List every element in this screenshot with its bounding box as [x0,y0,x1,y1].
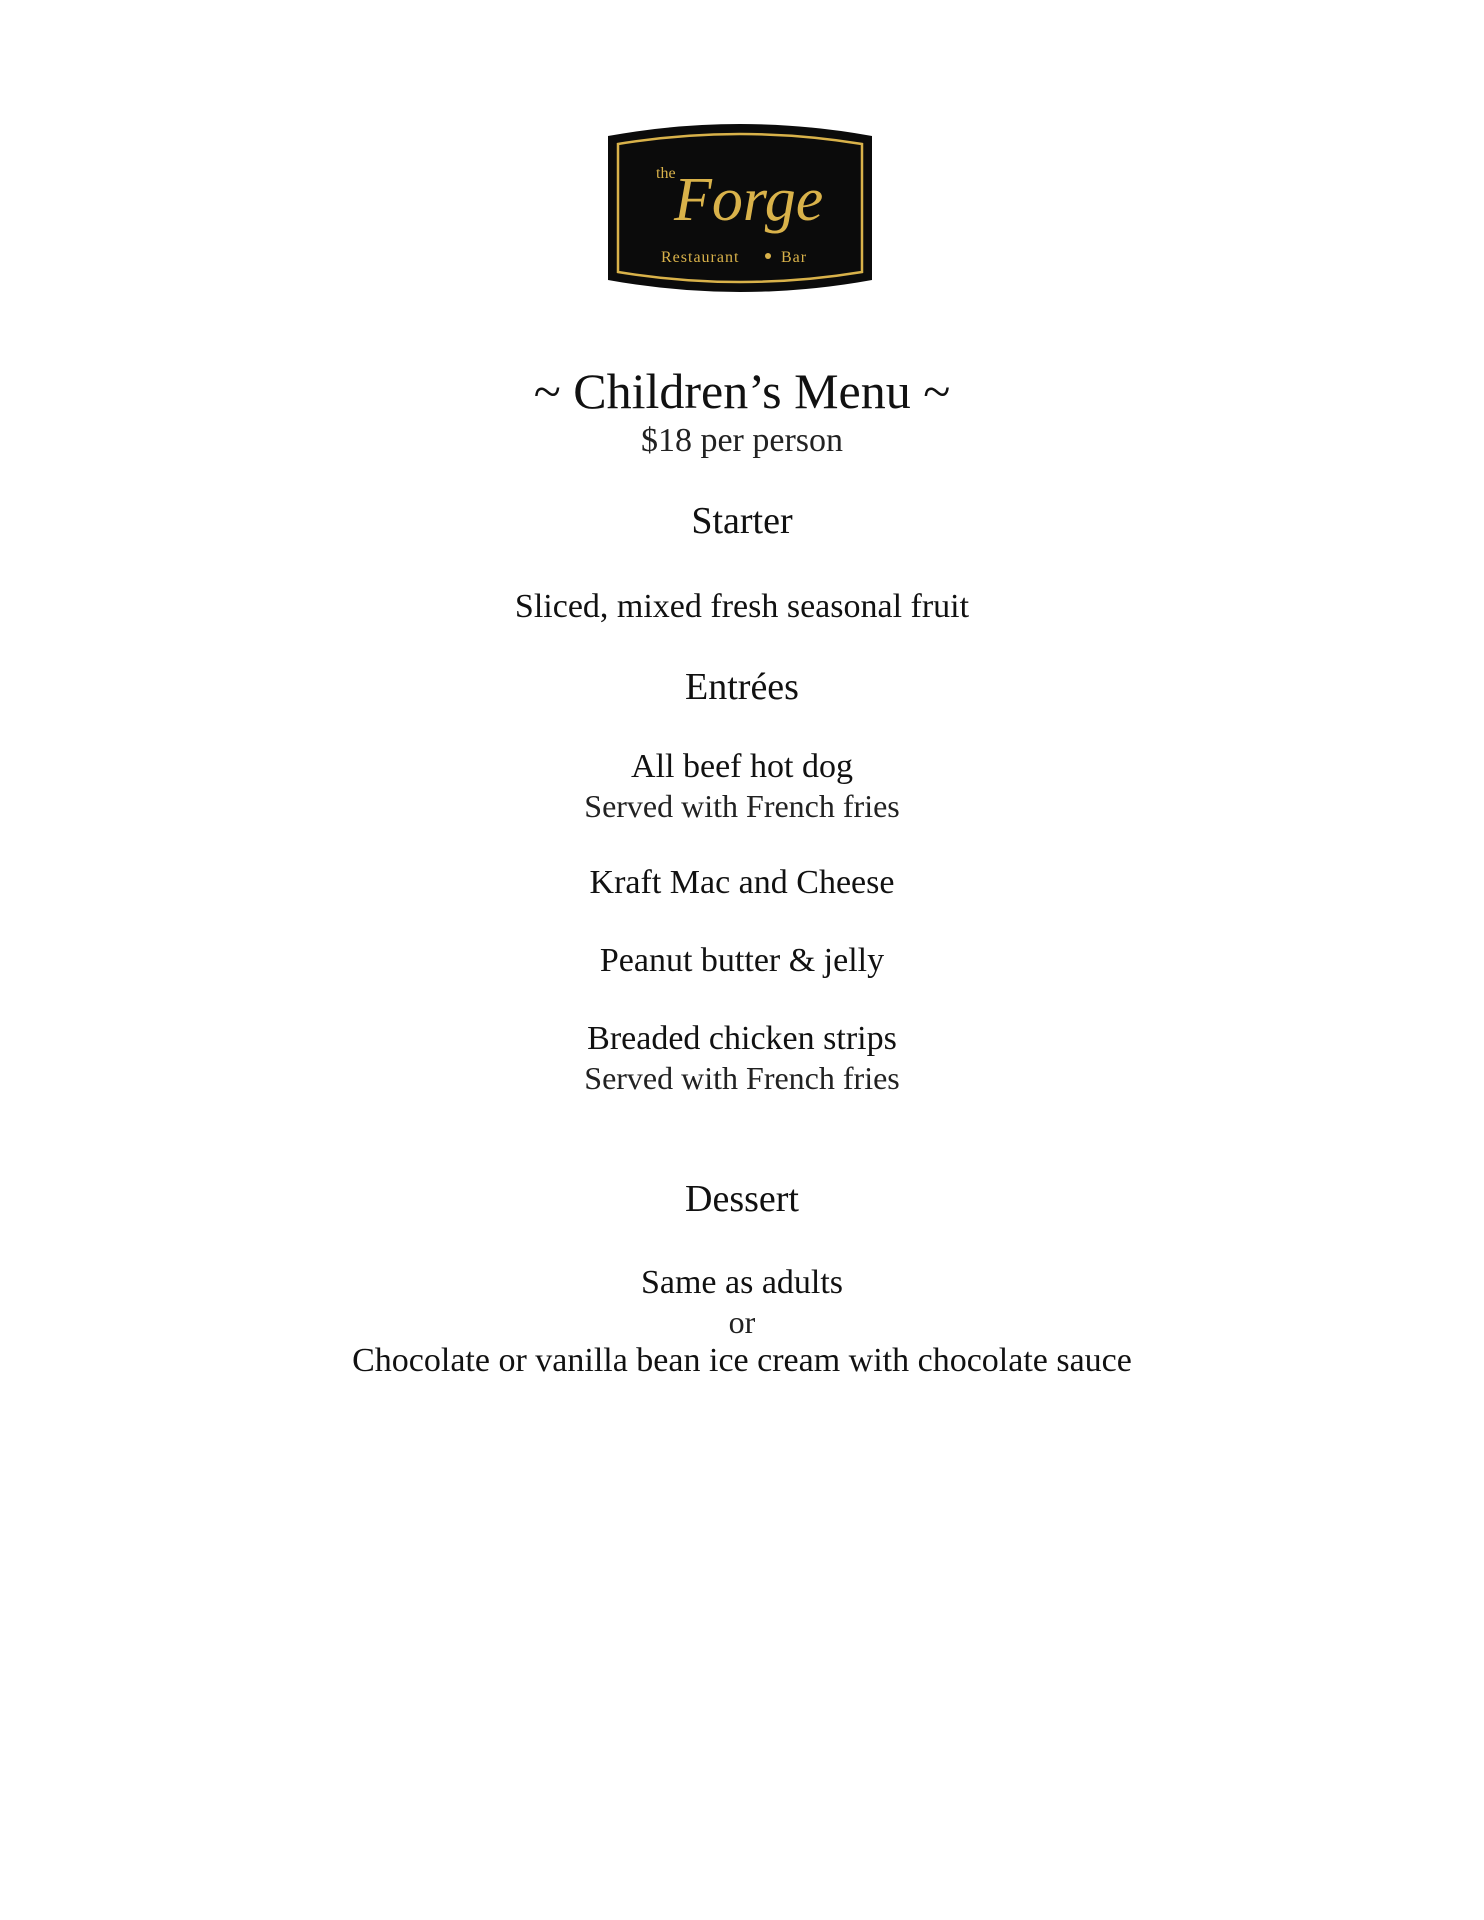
starter-item: Sliced, mixed fresh seasonal fruit [514,588,970,625]
logo-dot [765,253,771,259]
entrees-heading: Entrées [685,666,799,708]
entree-item-name: Breaded chicken strips [587,1020,897,1057]
entree-item-description: Served with French fries [584,788,900,824]
menu-title: ~ Children’s Menu ~ [533,363,951,419]
dessert-heading: Dessert [685,1178,799,1220]
dessert-option-1: Same as adults [640,1264,844,1301]
logo-tagline-left: Restaurant [661,249,740,266]
logo-name: Forge [674,166,824,234]
entree-item-description: Served with French fries [584,1060,900,1096]
logo-the: the [656,165,676,182]
menu-price: $18 per person [640,422,844,459]
logo-tagline-right: Bar [781,249,808,266]
entree-item-name: All beef hot dog [631,748,853,785]
starter-heading: Starter [691,500,793,542]
forge-logo [604,122,876,294]
dessert-option-2: Chocolate or vanilla bean ice cream with chocolate sauce [352,1342,1132,1379]
dessert-separator: or [728,1304,756,1340]
entree-item-name: Peanut butter & jelly [599,942,885,979]
entree-item-name: Kraft Mac and Cheese [589,864,895,901]
